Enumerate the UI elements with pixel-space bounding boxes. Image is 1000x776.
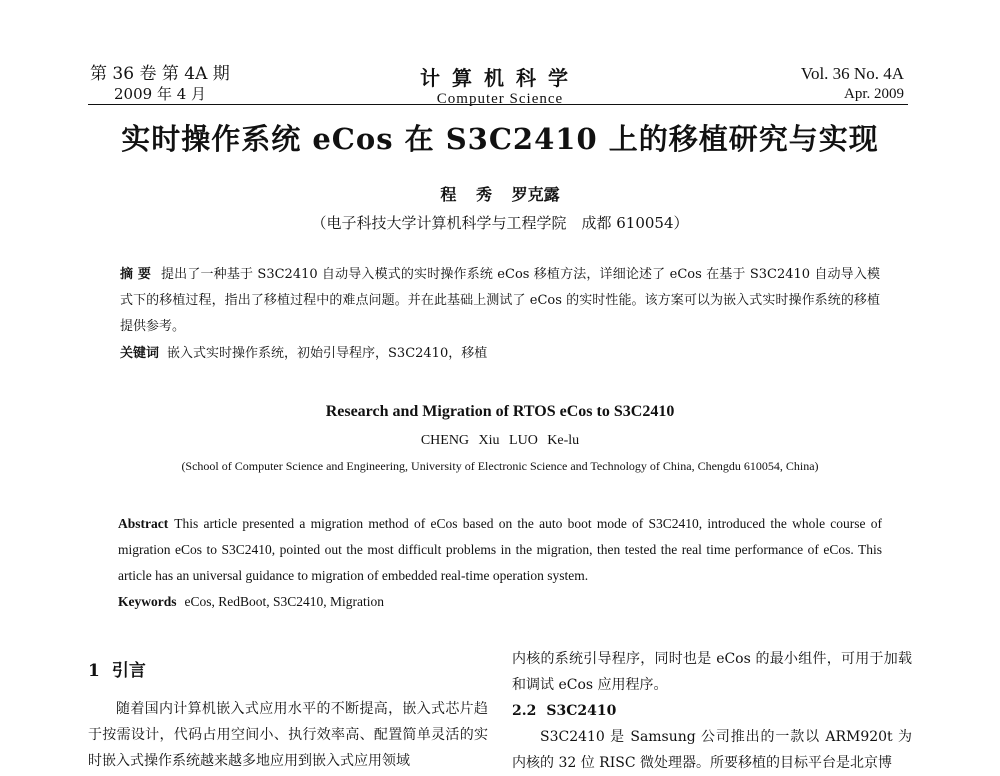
affiliation-cn: （电子科技大学计算机科学与工程学院 成都 610054） — [311, 214, 689, 232]
abstract-en-label: Abstract — [118, 516, 169, 531]
date-cn: 2009 年 4 月 — [114, 85, 207, 103]
volume-en: Vol. 36 No. 4A — [800, 64, 904, 83]
section-heading — [88, 656, 146, 681]
section-number: 1 — [88, 661, 100, 681]
subsection-title: S3C2410 — [546, 703, 617, 719]
authors-cn: 程 秀 罗克露 — [440, 185, 560, 204]
abstract-en — [118, 511, 882, 589]
body-paragraph-continued: 内核的系统引导程序，同时也是 eCos 的最小组件，可用于加载和调试 eCos 应用程序。 — [512, 651, 912, 693]
header-center — [380, 62, 620, 108]
keywords-cn-text: 嵌入式实时操作系统，初始引导程序，S3C2410，移植 — [167, 346, 488, 361]
header-right — [801, 64, 904, 104]
abstract-cn — [120, 262, 880, 340]
paper-title-cn: 实时操作系统 eCos 在 S3C2410 上的移植研究与实现 — [121, 122, 879, 156]
volume-cn: 第 36 卷 第 4A 期 — [90, 64, 230, 84]
header-rule — [88, 104, 908, 105]
keywords-cn — [120, 341, 487, 367]
date-en: Apr. 2009 — [844, 86, 904, 102]
section-title: 引言 — [111, 661, 146, 681]
body-column-right — [512, 646, 912, 776]
header-left — [90, 64, 230, 104]
keywords-en — [118, 589, 384, 615]
paper-title-en: Research and Migration of RTOS eCos to S3C2410 — [325, 403, 675, 420]
journal-name-cn: 计算机科学 — [420, 66, 580, 90]
journal-name-en: Computer Science — [436, 91, 564, 107]
keywords-cn-label: 关键词 — [120, 346, 160, 361]
body-column-left — [88, 696, 488, 774]
subsection-heading — [512, 698, 912, 724]
authors-en: CHENG Xiu LUO Ke-lu — [420, 433, 580, 448]
abstract-en-text: This article presented a migration method of eCos based on the auto boot mode of S3C2410, introduced the whole course of migration eCos to S3C2410, pointed out the most difficult problems in the migration, then tested the real time performance of eCos. This article has an universal guidance to migration of embedded real-time operation system. — [118, 516, 882, 583]
abstract-cn-text: 提出了一种基于 S3C2410 自动导入模式的实时操作系统 eCos 移植方法，详细论述了 eCos 在基于 S3C2410 自动导入模式下的移植过程，指出了移植过程中的难点问题。并在此基础上测试了 eCos 的实时性能。该方案可以为嵌入式实时操作系统的移植提供参考。 — [120, 267, 880, 334]
subsection-number: 2.2 — [512, 703, 537, 719]
abstract-cn-label: 摘 要 — [120, 267, 152, 282]
body-paragraph: S3C2410 是 Samsung 公司推出的一款以 ARM920t 为内核的 32 位 RISC 微处理器。所要移植的目标平台是北京博 — [512, 729, 912, 771]
keywords-en-label: Keywords — [118, 594, 177, 609]
body-paragraph: 随着国内计算机嵌入式应用水平的不断提高，嵌入式芯片趋于按需设计，代码占用空间小、执行效率高、配置简单灵活的实时嵌入式操作系统越来越多地应用到嵌入式应用领域 — [88, 701, 488, 769]
keywords-en-text: eCos, RedBoot, S3C2410, Migration — [184, 594, 385, 609]
affiliation-en: (School of Computer Science and Engineering, University of Electronic Science and Technology of China, Chengdu 610054, China) — [181, 459, 819, 473]
